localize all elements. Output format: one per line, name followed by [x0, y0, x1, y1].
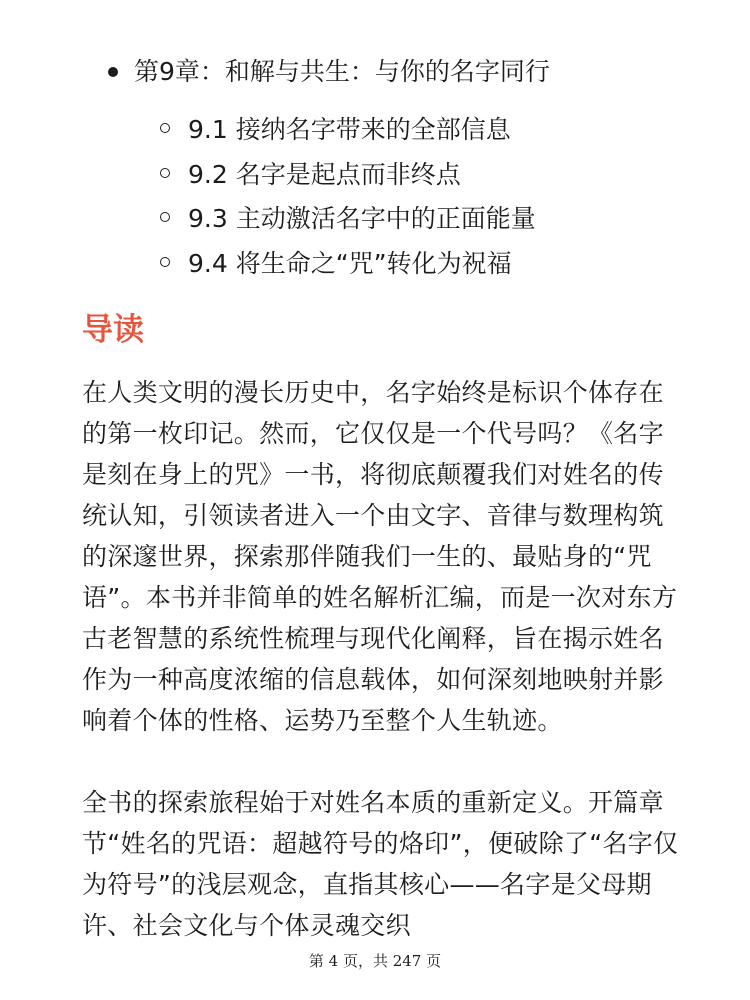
- toc-section-item: [160, 195, 536, 240]
- toc-section-list: [160, 106, 536, 284]
- toc-section-item: [160, 240, 536, 285]
- toc-section-item: [160, 151, 536, 196]
- toc-chapter-title: 第9章：和解与共生：与你的名字同行: [134, 57, 550, 86]
- toc-section-title: 9.3 主动激活名字中的正面能量: [188, 204, 536, 234]
- section-heading: 导读: [82, 312, 144, 348]
- body-paragraph: 全书的探索旅程始于对姓名本质的重新定义。开篇章节“姓名的咒语：超越符号的烙印”，便破除了“名字仅为符号”的浅层观念，直指其核心——名字是父母期许、社会文化与个体灵魂交织: [82, 788, 679, 940]
- bullet-disc-icon: [108, 67, 118, 77]
- bullet-circle-icon: [160, 212, 170, 222]
- toc-section-item: [160, 106, 536, 151]
- toc-chapter-item: [108, 50, 550, 94]
- bullet-circle-icon: [160, 168, 170, 178]
- bullet-circle-icon: [160, 123, 170, 133]
- toc-section-title: 9.2 名字是起点而非终点: [188, 159, 461, 189]
- page-number-footer: 第 4 页，共 247 页: [308, 952, 442, 970]
- body-paragraph: 在人类文明的漫长历史中，名字始终是标识个体存在的第一枚印记。然而，它仅仅是一个代号吗？《名字是刻在身上的咒》一书，将彻底颠覆我们对姓名的传统认知，引领读者进入一个由文字、音律与数理构筑的深邃世界，探索那伴随我们一生的、最贴身的“咒语”。本书并非简单的姓名解析汇编，而是一次对东方古老智慧的系统性梳理与现代化阐释，旨在揭示姓名作为一种高度浓缩的信息载体，如何深刻地映射并影响着个体的性格、运势乃至整个人生轨迹。: [82, 378, 678, 735]
- toc-section-title: 9.4 将生命之“咒”转化为祝福: [188, 248, 512, 278]
- bullet-circle-icon: [160, 257, 170, 267]
- toc-section-title: 9.1 接纳名字带来的全部信息: [188, 115, 511, 145]
